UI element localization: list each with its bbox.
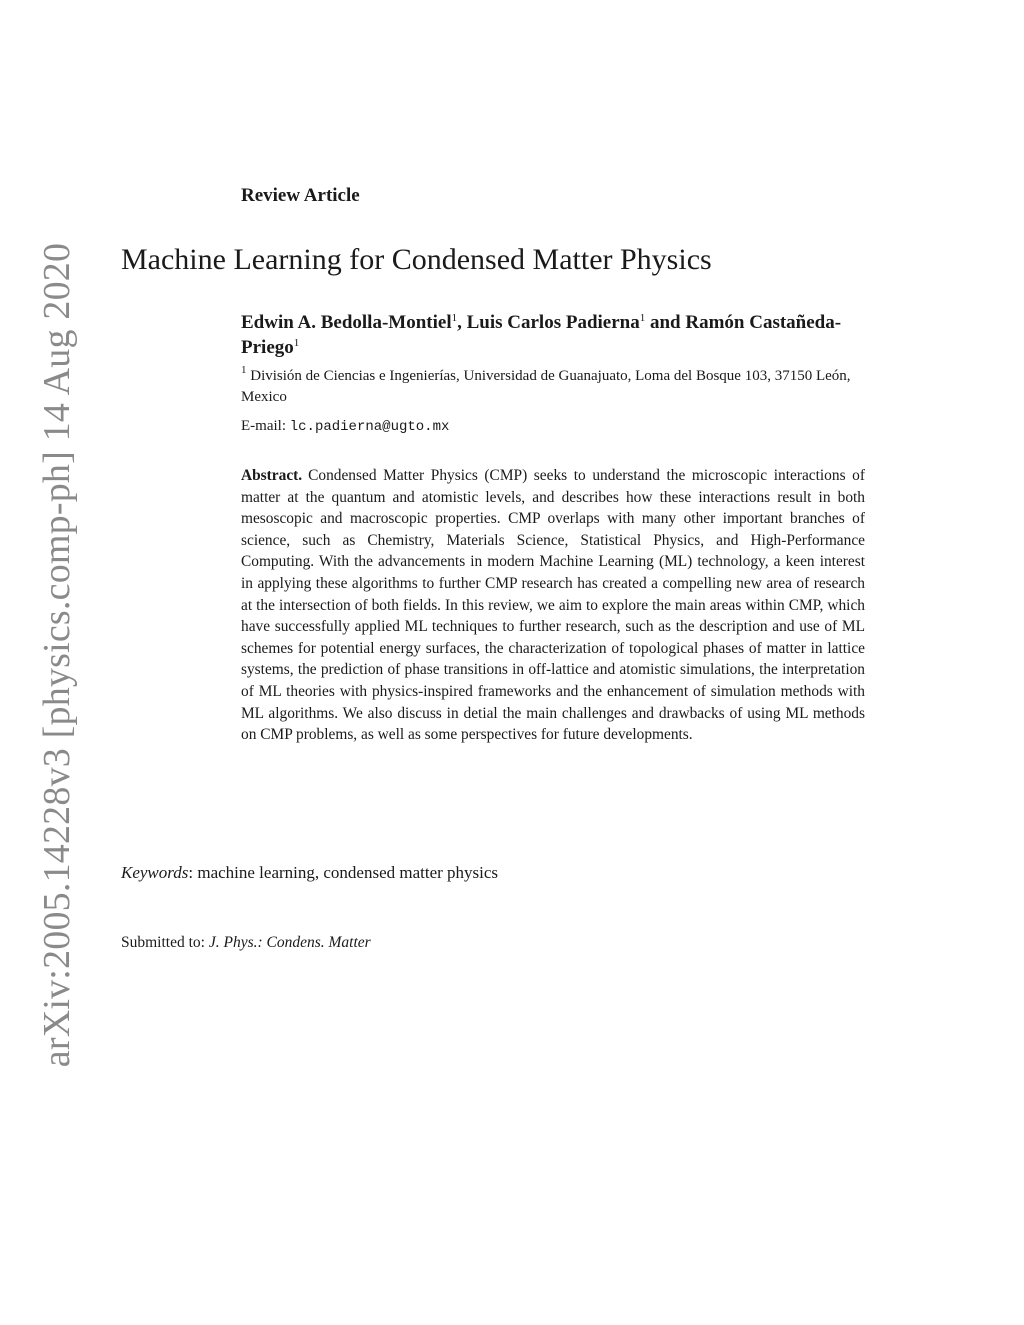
keywords-text: : machine learning, condensed matter physics (188, 863, 499, 882)
email-label: E-mail: (241, 418, 290, 434)
author-list (241, 310, 871, 360)
author-affiliation-mark: 1 (293, 337, 300, 349)
contact-email (241, 418, 449, 435)
affiliation (241, 366, 871, 408)
affiliation-mark: 1 (241, 364, 247, 376)
abstract-label: Abstract. (241, 467, 303, 484)
author-name: Edwin A. Bedolla-Montiel (241, 312, 452, 333)
submitted-to (121, 934, 371, 952)
submitted-label: Submitted to: (121, 934, 209, 951)
email-address[interactable]: lc.padierna@ugto.mx (289, 419, 450, 435)
abstract (241, 465, 865, 746)
author-affiliation-mark: 1 (451, 312, 458, 324)
abstract-text: Condensed Matter Physics (CMP) seeks to understand the microscopic interactions of matter at the quantum and atomistic levels, and describes how these interactions result in both mesoscopic and macroscopic properties. CMP overlaps with many other important branches of science, such as Chemistry, Materials Science, Statistical Physics, and High-Performance Computing. With the advancements in modern Machine Learning (ML) technology, a keen interest in applying these algorithms to further CMP research has created a compelling new area of research at the intersection of both fields. In this review, we aim to explore the main areas within CMP, which have successfully applied ML techniques to further research, such as the description and use of ML schemes for potential energy surfaces, the characterization of topological phases of matter in lattice systems, the prediction of phase transitions in off-lattice and atomistic simulations, the interpretation of ML theories with physics-inspired frameworks and the enhancement of simulation methods with ML algorithms. We also discuss in detial the main challenges and drawbacks of using ML methods on CMP problems, as well as some perspectives for future developments. (241, 467, 865, 744)
paper-title: Machine Learning for Condensed Matter Physics (121, 243, 712, 276)
author-name: Ramón Castañeda-Priego (241, 312, 842, 358)
journal-name: J. Phys.: Condens. Matter (208, 934, 371, 951)
author-name: Luis Carlos Padierna (466, 312, 640, 333)
author-affiliation-mark: 1 (639, 312, 646, 324)
author-separator: and (645, 312, 686, 333)
author-separator: , (457, 312, 467, 333)
keywords (121, 863, 498, 883)
article-type-label: Review Article (241, 185, 360, 206)
affiliation-text: División de Ciencias e Ingenierías, Universidad de Guanajuato, Loma del Bosque 103, 37150 León, Mexico (241, 368, 851, 405)
keywords-label: Keywords (121, 863, 189, 882)
arxiv-identifier-stamp: arXiv:2005.14228v3 [physics.comp-ph] 14 Aug 2020 (36, 242, 78, 1068)
